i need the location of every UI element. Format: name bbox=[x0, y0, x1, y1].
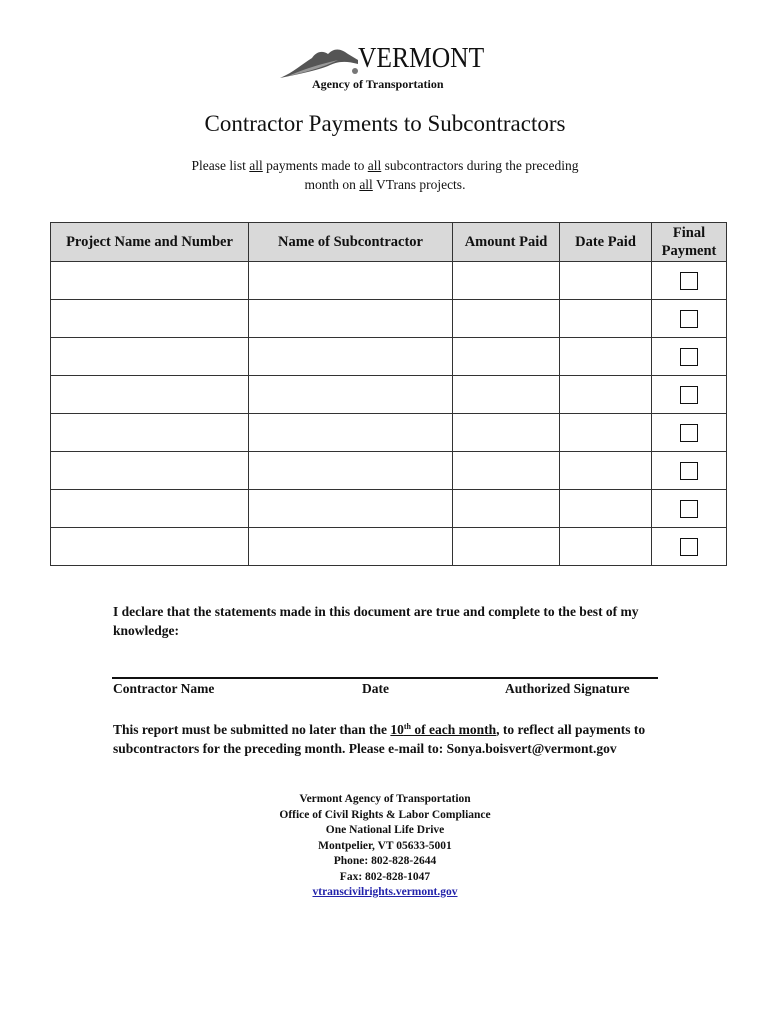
col-header-subcontractor: Name of Subcontractor bbox=[249, 223, 453, 262]
contractor-name-label: Contractor Name bbox=[113, 681, 215, 696]
final-payment-checkbox[interactable] bbox=[680, 538, 698, 556]
fax-line: Fax: 802-828-1047 bbox=[339, 870, 431, 883]
instructions-text: month on bbox=[304, 177, 360, 192]
final-payment-cell bbox=[652, 528, 727, 566]
authorized-signature-label: Authorized Signature bbox=[505, 681, 630, 696]
date-paid-cell[interactable] bbox=[560, 528, 652, 566]
table-row bbox=[51, 376, 727, 414]
final-payment-cell bbox=[652, 452, 727, 490]
table-header-row bbox=[51, 223, 727, 262]
subcontractor-cell[interactable] bbox=[249, 528, 453, 566]
vermont-logo bbox=[278, 40, 498, 96]
table-row bbox=[51, 490, 727, 528]
project-cell[interactable] bbox=[51, 414, 249, 452]
final-payment-cell bbox=[652, 490, 727, 528]
amount-paid-cell[interactable] bbox=[453, 528, 560, 566]
col-header-amount-paid: Amount Paid bbox=[453, 223, 560, 262]
project-cell[interactable] bbox=[51, 300, 249, 338]
address-block bbox=[0, 792, 770, 901]
table-row bbox=[51, 414, 727, 452]
col-header-date-paid: Date Paid bbox=[560, 223, 652, 262]
amount-paid-cell[interactable] bbox=[453, 300, 560, 338]
subcontractor-cell[interactable] bbox=[249, 262, 453, 300]
final-payment-cell bbox=[652, 262, 727, 300]
date-paid-cell[interactable] bbox=[560, 452, 652, 490]
deadline-suffix: th bbox=[403, 722, 412, 731]
instructions-text: Please list bbox=[191, 158, 250, 173]
date-paid-cell[interactable] bbox=[560, 376, 652, 414]
page-title: Contractor Payments to Subcontractors bbox=[204, 111, 566, 136]
project-cell[interactable] bbox=[51, 262, 249, 300]
subcontractor-cell[interactable] bbox=[249, 490, 453, 528]
date-label: Date bbox=[362, 681, 389, 696]
subcontractor-cell[interactable] bbox=[249, 338, 453, 376]
address-line: One National Life Drive bbox=[325, 824, 445, 836]
final-payment-cell bbox=[652, 414, 727, 452]
instructions-emphasis: all bbox=[249, 158, 263, 173]
instructions bbox=[0, 156, 770, 194]
submission-notice bbox=[113, 717, 683, 758]
date-paid-cell[interactable] bbox=[560, 414, 652, 452]
final-payment-checkbox[interactable] bbox=[680, 424, 698, 442]
amount-paid-cell[interactable] bbox=[453, 376, 560, 414]
table-row bbox=[51, 528, 727, 566]
mountain-logo-icon bbox=[278, 42, 362, 82]
final-payment-checkbox[interactable] bbox=[680, 462, 698, 480]
final-payment-checkbox[interactable] bbox=[680, 386, 698, 404]
date-paid-cell[interactable] bbox=[560, 300, 652, 338]
final-payment-checkbox[interactable] bbox=[680, 348, 698, 366]
final-payment-checkbox[interactable] bbox=[680, 310, 698, 328]
table-row bbox=[51, 300, 727, 338]
notice-deadline bbox=[390, 722, 496, 737]
subcontractor-cell[interactable] bbox=[249, 452, 453, 490]
amount-paid-cell[interactable] bbox=[453, 414, 560, 452]
amount-paid-cell[interactable] bbox=[453, 338, 560, 376]
final-payment-checkbox[interactable] bbox=[680, 272, 698, 290]
deadline-rest: of each month bbox=[411, 722, 497, 737]
notice-text: This report must be submitted no later than the bbox=[113, 722, 391, 737]
amount-paid-cell[interactable] bbox=[453, 452, 560, 490]
signature-line bbox=[112, 677, 658, 679]
final-payment-cell bbox=[652, 300, 727, 338]
project-cell[interactable] bbox=[51, 528, 249, 566]
payments-table bbox=[50, 222, 727, 566]
date-paid-cell[interactable] bbox=[560, 338, 652, 376]
declaration-text: I declare that the statements made in this document are true and complete to the best of my knowledge: bbox=[113, 604, 639, 638]
col-header-project: Project Name and Number bbox=[51, 223, 249, 262]
project-cell[interactable] bbox=[51, 452, 249, 490]
table-row bbox=[51, 338, 727, 376]
notice-text: , to reflect all payments to subcontractors for the preceding month. Please e-mail to: Sonya.boisvert@vermont.gov bbox=[113, 722, 646, 756]
amount-paid-cell[interactable] bbox=[453, 262, 560, 300]
col-header-final-payment: Final Payment bbox=[652, 223, 727, 262]
instructions-text: VTrans projects. bbox=[372, 177, 466, 192]
instructions-emphasis: all bbox=[359, 177, 373, 192]
instructions-text: payments made to bbox=[262, 158, 368, 173]
final-payment-checkbox[interactable] bbox=[680, 500, 698, 518]
subcontractor-cell[interactable] bbox=[249, 376, 453, 414]
project-cell[interactable] bbox=[51, 376, 249, 414]
address-line: Montpelier, VT 05633-5001 bbox=[318, 839, 452, 852]
table-row bbox=[51, 452, 727, 490]
date-paid-cell[interactable] bbox=[560, 262, 652, 300]
agency-name: Agency of Transportation bbox=[312, 77, 444, 91]
instructions-text: subcontractors during the preceding bbox=[381, 158, 579, 173]
date-paid-cell[interactable] bbox=[560, 490, 652, 528]
subcontractor-cell[interactable] bbox=[249, 300, 453, 338]
phone-line: Phone: 802-828-2644 bbox=[333, 855, 437, 867]
table-row bbox=[51, 262, 727, 300]
brand-name: VERMONT bbox=[358, 42, 485, 74]
website-link[interactable]: vtranscivilrights.vermont.gov bbox=[312, 886, 458, 898]
amount-paid-cell[interactable] bbox=[453, 490, 560, 528]
project-cell[interactable] bbox=[51, 490, 249, 528]
project-cell[interactable] bbox=[51, 338, 249, 376]
deadline-day: 10 bbox=[390, 722, 404, 737]
address-line: Office of Civil Rights & Labor Compliance bbox=[279, 808, 491, 821]
final-payment-cell bbox=[652, 376, 727, 414]
final-payment-cell bbox=[652, 338, 727, 376]
subcontractor-cell[interactable] bbox=[249, 414, 453, 452]
address-line: Vermont Agency of Transportation bbox=[299, 793, 471, 805]
instructions-emphasis: all bbox=[367, 158, 382, 173]
